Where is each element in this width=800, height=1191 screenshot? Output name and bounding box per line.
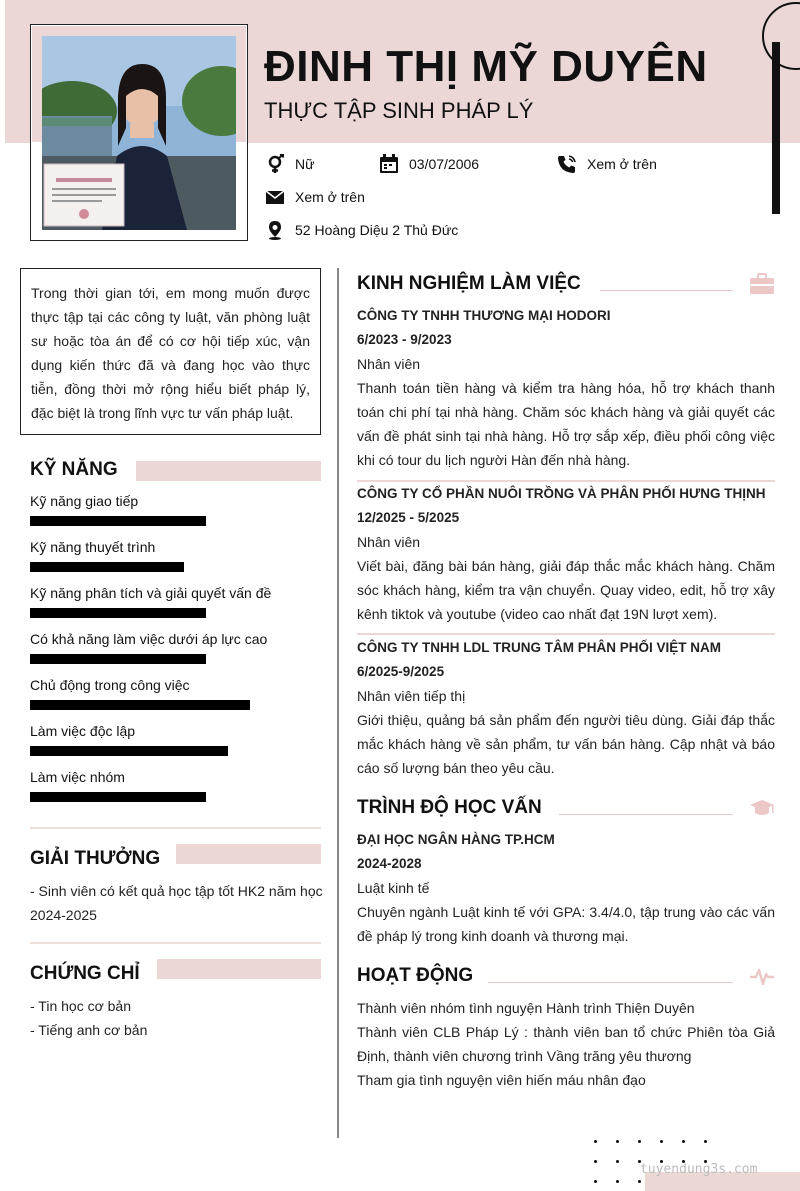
- career-objective: Trong thời gian tới, em mong muốn được thực tập tại các công ty luật, văn phòng luật sư hoặc tòa án để có cơ hội tiếp xúc, vận dụng kiến thức đã và đang học vào thực tiễn, đồng thời mở rộng hiểu biết pháp lý, đặc biệt là trong lĩnh vực tư vấn pháp luật.: [20, 268, 321, 435]
- title-line: [559, 814, 733, 815]
- job-company: CÔNG TY TNHH THƯƠNG MẠI HODORI: [357, 308, 611, 323]
- skill-level-bar: [30, 746, 228, 756]
- skill-level-bar: [30, 562, 184, 572]
- certs-title-bar: [157, 959, 321, 979]
- divider: [30, 827, 321, 829]
- dot: [616, 1180, 619, 1183]
- skill-name: Làm việc nhóm: [30, 769, 125, 785]
- awards-title: GIẢI THƯỞNG: [30, 848, 161, 869]
- watermark: tuyendung3s.com: [640, 1162, 758, 1177]
- award-line: 2024-2025: [30, 907, 97, 923]
- dot: [594, 1180, 597, 1183]
- dot: [638, 1140, 641, 1143]
- skills-title: KỸ NĂNG: [30, 459, 118, 480]
- photo-frame: [30, 24, 248, 241]
- school-name: ĐẠI HỌC NGÂN HÀNG TP.HCM: [357, 832, 555, 847]
- info-gender: Nữ: [265, 154, 314, 174]
- job-description: Viết bài, đăng bài bán hàng, giải đáp thắc mắc khách hàng. Chăm sóc khách hàng, kiểm tra vận chuyển. Quay video, edit, hỗ trợ xây kênh tiktok và youtube (video cao nhất đạt 19N lượt xem).: [357, 558, 775, 622]
- decorative-vertical-bar: [772, 42, 780, 214]
- info-dob: 03/07/2006: [379, 154, 479, 174]
- experience-title: KINH NGHIỆM LÀM VIỆC: [357, 273, 581, 294]
- education-major: Luật kinh tế: [357, 880, 430, 896]
- title-line: [488, 982, 733, 983]
- education-period: 2024-2028: [357, 856, 422, 871]
- job-description: Thanh toán tiền hàng và kiểm tra hàng hóa, hỗ trợ khách thanh toán chi phí tại nhà hàng. Chăm sóc khách hàng và giải quyết các vấn đề phát sinh tại nhà hàng. Hỗ trợ sắp xếp, điều phối công việc khi có tour du lịch người Hàn đến nhà hàng.: [357, 380, 775, 468]
- job-position: Nhân viên: [357, 534, 421, 550]
- calendar-icon: [379, 154, 399, 174]
- job-separator: [357, 633, 775, 635]
- dot: [704, 1140, 707, 1143]
- column-divider: [337, 268, 339, 1138]
- candidate-role: THỰC TẬP SINH PHÁP LÝ: [264, 98, 534, 123]
- cert-item: - Tin học cơ bản: [30, 998, 132, 1014]
- job-position: Nhân viên tiếp thị: [357, 688, 466, 704]
- cert-item: - Tiếng anh cơ bản: [30, 1022, 148, 1038]
- job-period: 12/2025 - 5/2025: [357, 510, 460, 525]
- phone-icon: [557, 154, 577, 174]
- job-period: 6/2023 - 9/2023: [357, 332, 452, 347]
- skill-name: Có khả năng làm việc dưới áp lực cao: [30, 631, 268, 647]
- award-line: - Sinh viên có kết quả học tập tốt HK2 năm học: [30, 883, 323, 899]
- briefcase-icon: [749, 273, 775, 295]
- skill-level-bar: [30, 792, 206, 802]
- awards-title-bar: [176, 844, 321, 864]
- graduation-cap-icon: [749, 797, 775, 819]
- education-description: Chuyên ngành Luật kinh tế với GPA: 3.4/4.0, tập trung vào các vấn đề pháp lý trong kinh doanh và thương mại.: [357, 904, 775, 944]
- heartbeat-icon: [749, 965, 775, 987]
- dot: [616, 1140, 619, 1143]
- activity-item: Thành viên CLB Pháp Lý : thành viên ban tổ chức Phiên tòa Giả Định, thành viên chương trình Vầng trăng yêu thương: [357, 1024, 775, 1064]
- job-description: Giới thiệu, quảng bá sản phẩm đến người tiêu dùng. Giải đáp thắc mắc khách hàng về sản phẩm, tư vấn bán hàng. Cập nhật và báo cáo số lượng bán theo yêu cầu.: [357, 712, 775, 776]
- skill-name: Kỹ năng thuyết trình: [30, 539, 156, 555]
- certs-title: CHỨNG CHỈ: [30, 963, 140, 984]
- activity-item: Thành viên nhóm tình nguyện Hành trình Thiện Duyên: [357, 1000, 695, 1016]
- activity-item: Tham gia tình nguyện viên hiến máu nhân đạo: [357, 1072, 646, 1088]
- dot: [594, 1160, 597, 1163]
- map-pin-icon: [265, 220, 285, 240]
- dot: [594, 1140, 597, 1143]
- skill-level-bar: [30, 516, 206, 526]
- education-title: TRÌNH ĐỘ HỌC VẤN: [357, 797, 542, 818]
- dot: [616, 1160, 619, 1163]
- activities-title: HOẠT ĐỘNG: [357, 965, 474, 986]
- skill-level-bar: [30, 700, 250, 710]
- skills-title-bar: [136, 461, 321, 481]
- skill-name: Làm việc độc lập: [30, 723, 136, 739]
- envelope-icon: [265, 187, 285, 207]
- profile-photo: [42, 36, 236, 230]
- info-email: Xem ở trên: [265, 187, 365, 207]
- skill-name: Chủ động trong công việc: [30, 677, 190, 693]
- skill-name: Kỹ năng phân tích và giải quyết vấn đề: [30, 585, 272, 601]
- skill-level-bar: [30, 654, 206, 664]
- info-phone: Xem ở trên: [557, 154, 657, 174]
- dot: [682, 1140, 685, 1143]
- job-period: 6/2025-9/2025: [357, 664, 445, 679]
- job-position: Nhân viên: [357, 356, 421, 372]
- skill-level-bar: [30, 608, 206, 618]
- title-line: [600, 290, 733, 291]
- candidate-name: ĐINH THỊ MỸ DUYÊN: [264, 42, 708, 91]
- job-company: CÔNG TY TNHH LDL TRUNG TÂM PHÂN PHỐI VIỆT NAM: [357, 640, 721, 655]
- skill-name: Kỹ năng giao tiếp: [30, 493, 139, 509]
- divider: [30, 942, 321, 944]
- dot: [638, 1180, 641, 1183]
- job-company: CÔNG TY CỔ PHẦN NUÔI TRỒNG VÀ PHÂN PHỐI HƯNG THỊNH: [357, 486, 766, 501]
- dot: [660, 1140, 663, 1143]
- gender-icon: [265, 154, 285, 174]
- info-address: 52 Hoàng Diệu 2 Thủ Đức: [265, 220, 458, 240]
